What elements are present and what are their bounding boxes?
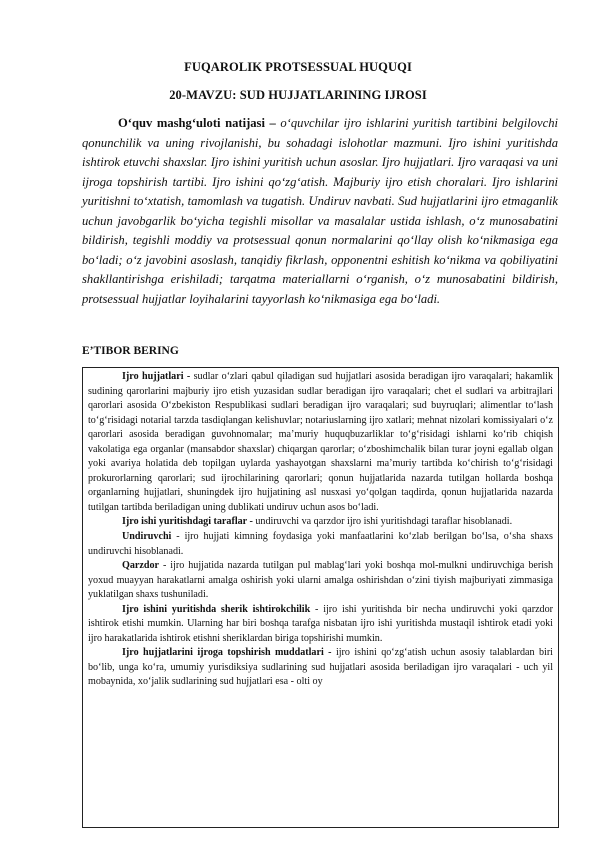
definition-text: - ijro hujjatida nazarda tutilgan pul mablag‘lari yoki boshqa mol-mulkni undiruvchiga berish yoxud muayyan harakatlarni amalga oshirish yoki ularni amalga oshirishdan o‘zini tiyish majburiyati zimmasiga yuklatilgan shaxs tushuniladi. bbox=[88, 560, 553, 601]
definition-paragraph bbox=[88, 370, 553, 515]
definition-term: Ijro hujjatlarini ijroga topshirish muddatlari - bbox=[122, 647, 336, 659]
learning-outcome-paragraph bbox=[82, 114, 558, 309]
attention-heading: E’TIBOR BERING bbox=[82, 345, 179, 357]
definition-term: Ijro ishini yuritishda sherik ishtirokchilik bbox=[122, 603, 311, 615]
topic-title: 20-MAVZU: SUD HUJJATLARINING IJROSI bbox=[169, 88, 427, 102]
definition-text: - ijro hujjati kimning foydasiga yoki manfaatlarini ko‘zlab berilgan bo‘lsa, o‘sha shaxs undiruvchi hisoblanadi. bbox=[88, 531, 553, 557]
learning-outcome-label: O‘quv mashg‘uloti natijasi – bbox=[118, 116, 281, 130]
definition-paragraph bbox=[88, 646, 553, 690]
definition-paragraph bbox=[88, 515, 553, 530]
definition-text: undiruvchi va qarzdor ijro ishi yuritishdagi taraflar hisoblanadi. bbox=[255, 516, 513, 528]
definition-paragraph bbox=[88, 530, 553, 559]
definition-text: - ijro ishi yuritishda bir necha undiruvchi yoki qarzdor ishtirok etishi mumkin. Ularning har biri boshqa tarafga nisbatan ijro ishi yuritishda mustaqil ishtirok etadi yoki ijro harakatlarida ishtirok etishni sheriklardan biriga topshirishi mumkin. bbox=[88, 603, 554, 644]
definition-term: Ijro ishi yuritishdagi taraflar - bbox=[122, 516, 256, 528]
definition-text: ijro ishini qo‘zg‘atish uchun asosiy talablardan biri bo‘lib, unga ko‘ra, umumiy yurisdiksiya sudlarining sud hujjatlari asosida beriladigan ijro varaqalari - uch yil mobaynida, xo‘jalik sudlarining sud hujjatlari esa - olti oy bbox=[88, 647, 553, 688]
document-title: FUQAROLIK PROTSESSUAL HUQUQI bbox=[184, 60, 412, 74]
learning-outcome-text: o‘quvchilar ijro ishlarini yuritish tartibini belgilovchi qonunchilik va uning rivojlanishi, bu sohadagi islohotlar mazmuni. Ijro ishini yuritishda ishtirok etuvchi shaxslar. Ijro ishini yuritish uchun asoslar. Ijro hujjatlari. Ijro varaqasi va uni ijroga topshirish tartibi. Ijro ishini qo‘zg‘atish. Majburiy ijro etish choralari. Ijro ishlarini yuritishni to‘xtatish, tamomlash va tugatish. Undiruv navbati. Sud hujjatlarini ijro etmaganlik uchun javobgarlik bo‘yicha tegishli misollar va masalalar ustida ishlash, o‘z munosabatini bildirish, tegishli moddiy va protsessual qonun normalarini qo‘llay olish ko‘nikmasiga ega bo‘ladi; o‘z javobini asoslash, tanqidiy fikrlash, opponentni eshitish ko‘nikma va qobiliyatini shakllantirishga erishiladi; tarqatma materiallarni o‘rganish, o‘z munosabatini bildirish, protsessual hujjatlar loyihalarini tayyorlash ko‘nikmasiga ega bo‘ladi. bbox=[82, 116, 559, 306]
definition-term: Undiruvchi bbox=[122, 531, 172, 543]
definition-term: Ijro hujjatlari - bbox=[122, 371, 194, 382]
definition-term: Qarzdor bbox=[122, 560, 159, 572]
definitions-box bbox=[82, 367, 559, 828]
definition-paragraph bbox=[88, 603, 553, 647]
definition-text: sudlar o‘zlari qabul qiladigan sud hujjatlari asosida beradigan ijro varaqalari; hakamlik sudining qarorlarini majburiy ijro etish yuzasidan sudlar beradigan ijro varaqalari; chet el sudlari va arbitrajlari qarorlari asosida O‘zbekiston Respublikasi sudlari beradigan ijro varaqalari; sud buyruqlari; alimentlar to‘lash to‘g‘risidagi notarial tarzda tasdiqlangan kelishuvlar; notariuslarning ijro xatlari; mehnat nizolari komissiyalari o‘z qarorlari asosida beradigan guvohnomalar; ma’muriy huquqbuzarliklar to‘g‘risidagi ishlarni ko‘rib chiqish vakolatiga ega organlar (mansabdor shaxslar) chiqargan qarorlar; o‘zboshimchalik bilan turar joyni egallab olgan yoki avariya holatida deb topilgan uylarda yashayotgan shaxslarni ma’muriy tartibda ko‘chirish to‘g‘risidagi prokurorlarning qarorlari; sud ijrochilarining qarorlari; qonun hujjatlarida nazarda tutilgan hollarda boshqa organlarning hujjatlari, shuningdek ijro hujjatining asl nusxasi yo‘qolgan taqdirda, qonun hujjatlarida nazarda tutilgan tartibda beriladigan uning dublikati undiruv uchun asos bo‘ladi. bbox=[88, 371, 554, 513]
definition-paragraph bbox=[88, 559, 553, 603]
